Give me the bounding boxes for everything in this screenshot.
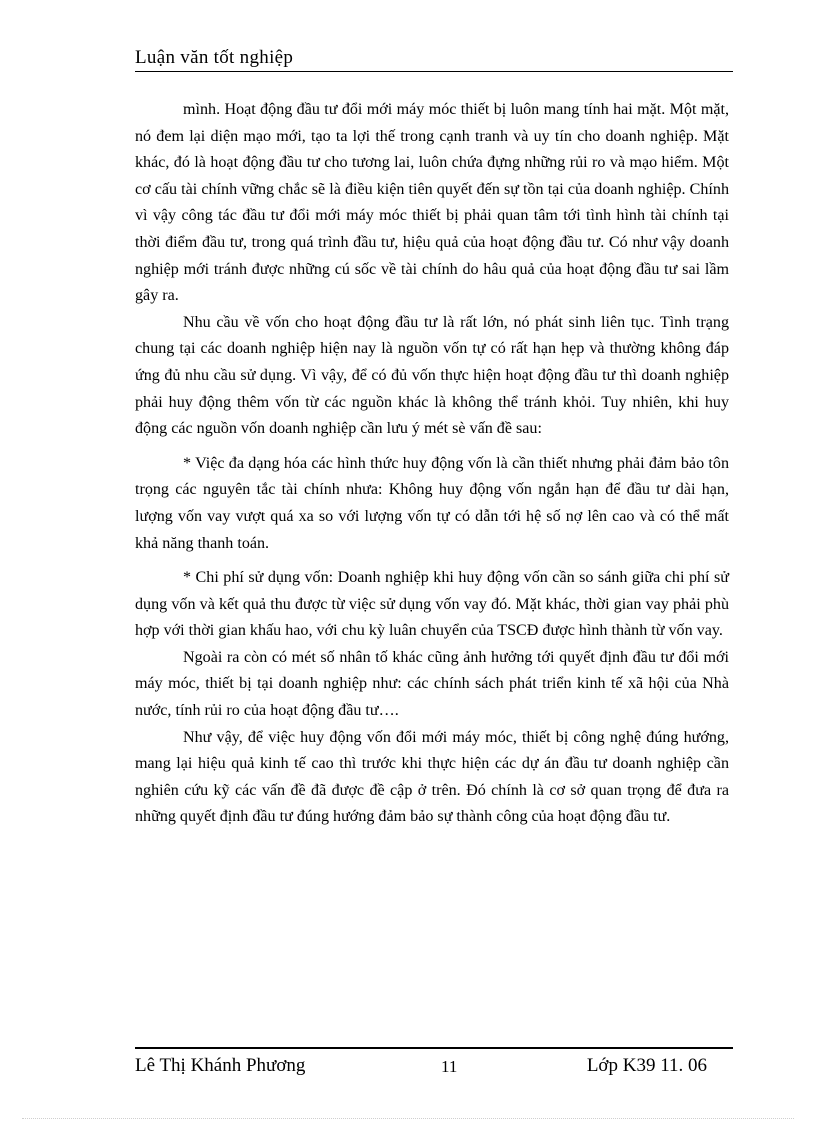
paragraph-bullet-capital-cost: * Chi phí sử dụng vốn: Doanh nghiệp khi huy động vốn cần so sánh giữa chi phí sử dụng vốn và kết quả thu được từ việc sử dụng vốn vay đó. Mặt khác, thời gian vay phải phù hợp với thời gian khấu hao, với chu kỳ luân chuyển của TSCĐ được hình thành từ vốn vay. [135,569,729,640]
paragraph-bullet-diversify: * Việc đa dạng hóa các hình thức huy động vốn là cần thiết nhưng phải đảm bảo tôn trọng các nguyên tắc tài chính nhưa: Không huy động vốn ngắn hạn để đầu tư dài hạn, lượng vốn vay vượt quá xa so với lượng vốn tự có dẫn tới hệ số nợ lên cao và có thể mất khả năng thanh toán. [135,454,729,552]
paragraph-other-factors: Ngoài ra còn có mét số nhân tố khác cũng ảnh hưởng tới quyết định đầu tư đổi mới máy móc, thiết bị tại doanh nghiệp như: các chính sách phát triển kinh tế xã hội của Nhà nước, tính rủi ro của hoạt động đầu tư…. [135,648,729,720]
footer-author: Lê Thị Khánh Phương [135,1055,306,1076]
document-body [135,97,729,831]
document-title: Luận văn tốt nghiệp [135,47,294,68]
paragraph-capital-needs: Nhu cầu về vốn cho hoạt động đầu tư là rất lớn, nó phát sinh liên tục. Tình trạng chung tại các doanh nghiệp hiện nay là nguồn vốn tự có rất hạn hẹp và thường không đáp ứng đủ nhu cầu sử dụng. Vì vậy, để có đủ vốn thực hiện hoạt động đầu tư thì doanh nghiệp phải huy động thêm vốn từ các nguồn khác là không thể tránh khỏi. Tuy nhiên, khi huy động các nguồn vốn doanh nghiệp cần lưu ý mét sè vấn đề sau: [135,313,729,438]
page-number: 11 [441,1057,458,1076]
page-edge-divider [22,1118,794,1119]
page-footer [135,1047,733,1079]
paragraph-conclusion: Như vậy, để việc huy động vốn đổi mới máy móc, thiết bị công nghệ đúng hướng, mang lại hiệu quả kinh tế cao thì trước khi thực hiện các dự án đầu tư doanh nghiệp cần nghiên cứu kỹ các vấn đề đã được đề cập ở trên. Đó chính là cơ sở quan trọng để đưa ra những quyết định đầu tư đúng hướng đảm bảo sự thành công của hoạt động đầu tư. [135,728,729,826]
page-header [135,45,733,72]
footer-class: Lớp K39 11. 06 [586,1055,707,1076]
paragraph-continuation: mình. Hoạt động đầu tư đổi mới máy móc thiết bị luôn mang tính hai mặt. Một mặt, nó đem lại diện mạo mới, tạo ta lợi thế trong cạnh tranh và uy tín cho doanh nghiệp. Mặt khác, đó là hoạt động đầu tư cho tương lai, luôn chứa đựng những rủi ro và mạo hiểm. Một cơ cấu tài chính vững chắc sẽ là điều kiện tiên quyết đến sự tồn tại của doanh nghiệp. Chính vì vậy công tác đầu tư đổi mới máy móc thiết bị phải quan tâm tới tình hình tài chính tại thời điểm đầu tư, trong quá trình đầu tư, hiệu quả của hoạt động đầu tư. Có như vậy doanh nghiệp mới tránh được những cú sốc về tài chính do hâu quả của hoạt động đầu tư sai lầm gây ra. [135,101,729,305]
